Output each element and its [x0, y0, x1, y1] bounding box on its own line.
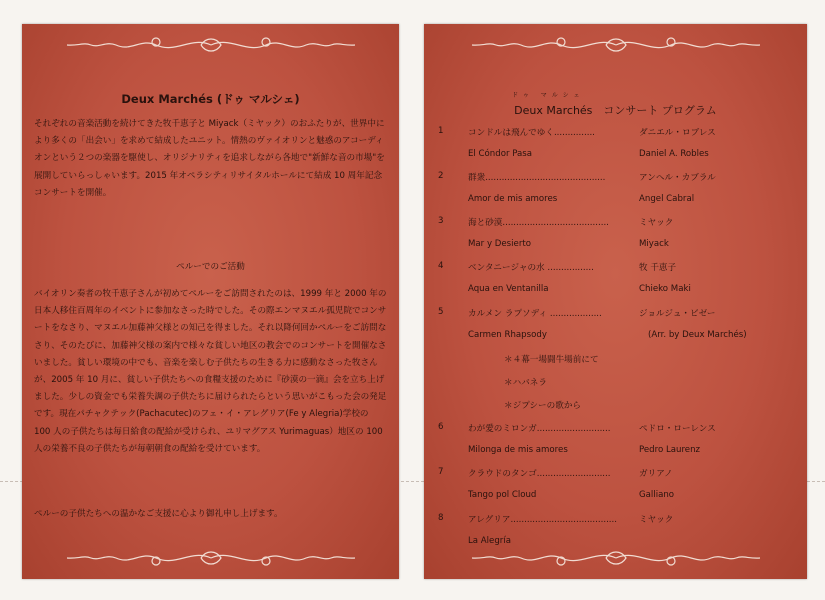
right-page [424, 24, 807, 579]
program-number: 2 [438, 171, 444, 181]
composer-jp: 牧 千恵子 [639, 263, 677, 273]
composer-jp: アンヘル・カブラル [639, 173, 716, 183]
program-title: Deux Marchés コンサート プログラム [514, 104, 717, 117]
closing-text: ペルーの子供たちへの温かなご支援に心より御礼申し上げます。 [34, 509, 283, 519]
piece-title-jp: 海と砂漠....................................... [468, 218, 609, 228]
composer-jp: ペドロ・ローレンス [639, 424, 716, 434]
piece-title-jp: アレグリア....................................... [468, 515, 617, 525]
composer-en: Angel Cabral [639, 194, 695, 204]
ornament-flourish-icon [61, 547, 361, 569]
program-number: 4 [438, 261, 444, 271]
composer-jp: ダニエル・ロブレス [639, 128, 716, 138]
composer-en: Daniel A. Robles [639, 149, 709, 159]
activity-paragraph: バイオリン奏者の牧千恵子さんが初めてペルーをご訪問されたのは、1999 年と 2000 年の日本人移住百周年のイベントに参加なさった時でした。その際エンマヌエル孤児院でコンサートをなさり、マヌエル加藤神父様との知己を得ました。それ以降何回かペルーをご訪問なさり、そのたびに、加藤神父様の案内で様々な貧しい地区の教会でのコンサートを開催なさいました。貧しい環境の中でも、音楽を楽しむ子供たちの生きる力に感動なさった牧さんが、2005 年 10 月に、貧しい子供たちへの食糧支援のために『砂漠の一滴』会を立ち上げました。少しの資金でも栄養失調の子供たちに届けられたらという思いがこもった会の発足です。現在パチャクテック(Pachacutec)のフェ・イ・アレグリア(Fe y Alegria)学校の 100 人の子供たちは毎日給食の配給が受けられ、ユリマグアス Yurimaguas）地区の 100 人の栄養不良の子供たちが毎朝朝食の配給を受けています。 [34, 289, 387, 454]
carmen-part: ＊ハバネラ [504, 378, 547, 388]
piece-title-en: Amor de mis amores [468, 194, 558, 204]
program-number: 1 [438, 126, 444, 136]
program-number: 7 [438, 467, 444, 477]
ornament-flourish-icon [466, 547, 766, 569]
program-number: 3 [438, 216, 444, 226]
left-page [22, 24, 399, 579]
piece-title-jp: カルメン ラプソディ ................... [468, 309, 602, 319]
piece-title-en: La Alegría [468, 536, 511, 546]
piece-title-jp: 群衆............................................ [468, 173, 606, 183]
title-ruby: ドゥ マルシェ [512, 92, 585, 99]
piece-title-en: Carmen Rhapsody [468, 330, 547, 340]
piece-title-jp: クラウドのタンゴ........................... [468, 469, 611, 479]
composer-en: Galliano [639, 490, 675, 500]
intro-paragraph: それぞれの音楽活動を続けてきた牧千恵子と Miyack（ミヤック）のおふたりが、世界中により多くの「出会い」を求めて結成したユニット。情熱のヴァイオリンと魅惑のアコーディオンという２つの楽器を駆使し、オリジナリティを追求しながら各地で"新鮮な音の市場"を展開していらっしゃいます。2015 年オペラシティリサイタルホールにて結成 10 周年記念コンサートを開催。 [34, 119, 385, 198]
composer-jp: ミヤック [639, 218, 674, 228]
program-number: 8 [438, 513, 444, 523]
composer-jp: ミヤック [639, 515, 674, 525]
piece-title-en: El Cóndor Pasa [468, 149, 533, 159]
composer-jp: ジョルジュ・ビゼー [639, 309, 716, 319]
piece-title-en: Mar y Desierto [468, 239, 531, 249]
piece-title-jp: コンドルは飛んでゆく............... [468, 128, 595, 138]
composer-en: (Arr. by Deux Marchés) [648, 330, 747, 340]
piece-title-jp: わが愛のミロンガ........................... [468, 424, 611, 434]
composer-en: Chieko Maki [639, 284, 691, 294]
program-number: 5 [438, 307, 444, 317]
ornament-flourish-icon [466, 34, 766, 56]
ornament-flourish-icon [61, 34, 361, 56]
unit-title: Deux Marchés (ドゥ マルシェ) [121, 92, 300, 106]
piece-title-en: Aqua en Ventanilla [468, 284, 549, 294]
carmen-part: ＊４幕一場闘牛場前にて [504, 355, 599, 365]
composer-en: Pedro Laurenz [639, 445, 701, 455]
composer-en: Miyack [639, 239, 669, 249]
piece-title-en: Tango pol Cloud [468, 490, 537, 500]
carmen-part: ＊ジプシーの歌から [504, 401, 582, 411]
activity-heading: ペルーでのご活動 [176, 262, 245, 272]
piece-title-jp: ベンタニージャの水 ................. [468, 263, 594, 273]
composer-jp: ガリアノ [639, 469, 673, 479]
program-number: 6 [438, 422, 444, 432]
piece-title-en: Milonga de mis amores [468, 445, 568, 455]
